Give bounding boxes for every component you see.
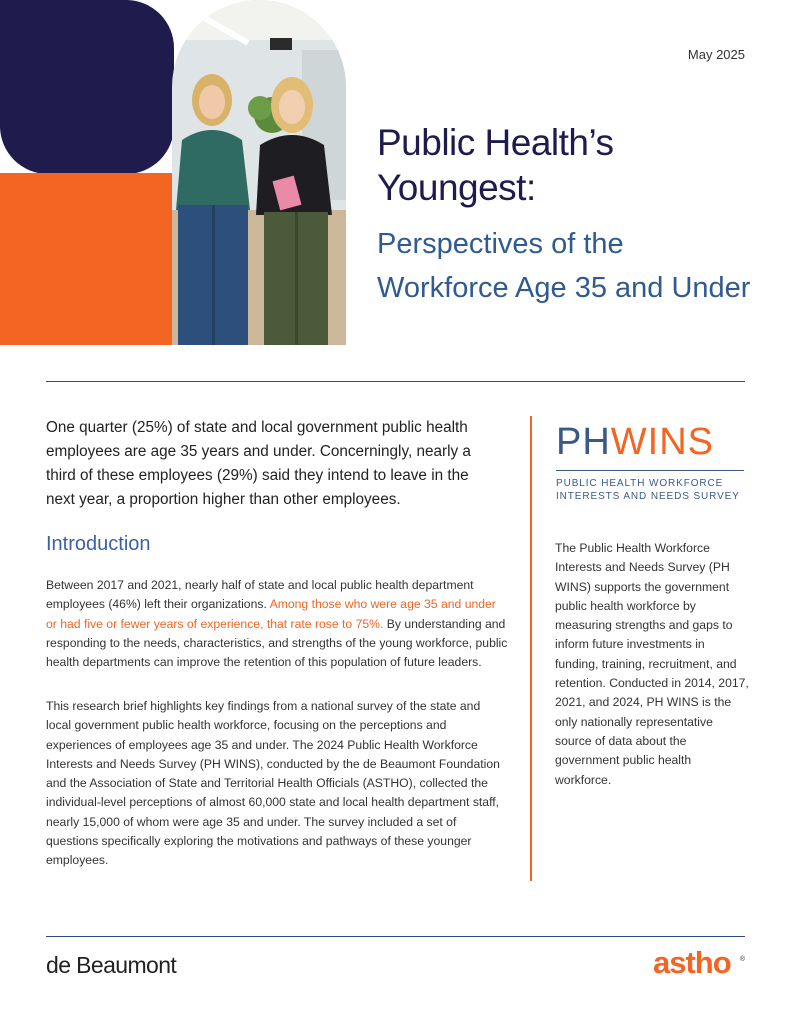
lead-paragraph: One quarter (25%) of state and local government public health employees are age 35 years and under. Concerningly, nearly a third of these employees (29%) said they intend to leave in the next year, a proportion higher than other employees. bbox=[46, 419, 471, 508]
phwins-logo bbox=[556, 420, 746, 503]
phwins-tagline bbox=[556, 477, 746, 503]
page-title: Public Health’s Youngest: bbox=[377, 122, 614, 208]
intro-p1-text-a: Between 2017 and 2021, nearly half of state and local public health department employees (46%) left their organizations. bbox=[46, 578, 474, 612]
phwins-tagline-line-2: INTERESTS AND NEEDS SURVEY bbox=[556, 491, 740, 502]
intro-p1-highlight: Among those who were age 35 and under or had five or fewer years of experience, that rate rose to 75%. bbox=[46, 597, 496, 631]
de-beaumont-logo: de Beaumont bbox=[46, 952, 177, 978]
phwins-logo-wins: WINS bbox=[610, 421, 715, 463]
phwins-wordmark bbox=[556, 420, 746, 464]
registered-mark-icon: ® bbox=[739, 956, 745, 963]
intro-paragraph-2: This research brief highlights key findings from a national survey of the state and local government public health workforce, focusing on the perceptions and experiences of employees age 35 and under. The 2024 Public Health Workforce Interests and Needs Survey (PH WINS), conducted by the de Beaumont Foundation and the Association of State and Territorial Health Officials (ASTHO), collected the individual-level perceptions of almost 60,000 state and local health department staff, nearly 15,000 of whom were age 35 and under. The survey included a set of questions specifically exploring the motivations and pathways of these younger employees. bbox=[46, 699, 500, 868]
cover-photo bbox=[172, 0, 346, 345]
intro-p1-text-b: By understanding and responding to the needs, characteristics, and strengths of the young workforce, public health departments can improve the retention of this population of future leaders. bbox=[46, 616, 508, 670]
phwins-tagline-line-1: PUBLIC HEALTH WORKFORCE bbox=[556, 478, 724, 489]
sidebar-divider bbox=[530, 416, 532, 881]
page-subtitle: Perspectives of the Workforce Age 35 and Under bbox=[377, 228, 751, 304]
astho-wordmark: astho bbox=[653, 945, 731, 980]
sidebar-description: The Public Health Workforce Interests and Needs Survey (PH WINS) supports the government public health workforce by measuring strengths and gaps to inform future investments in funding, training, recruitment, and retention. Conducted in 2014, 2017, 2021, and 2024, PH WINS is the only nationally representative source of data about the government public health workforce. bbox=[555, 541, 749, 787]
phwins-logo-ph: PH bbox=[556, 421, 611, 463]
orange-decorative-block bbox=[0, 173, 174, 345]
intro-paragraph-1 bbox=[46, 576, 508, 672]
divider-top bbox=[46, 381, 745, 382]
divider-bottom bbox=[46, 936, 745, 937]
phwins-logo-rule bbox=[556, 470, 744, 471]
astho-logo bbox=[653, 944, 745, 980]
section-heading-introduction: Introduction bbox=[46, 533, 151, 555]
navy-decorative-shape bbox=[0, 0, 174, 174]
publication-date: May 2025 bbox=[687, 47, 745, 62]
two-women-walking-photo bbox=[172, 0, 346, 345]
